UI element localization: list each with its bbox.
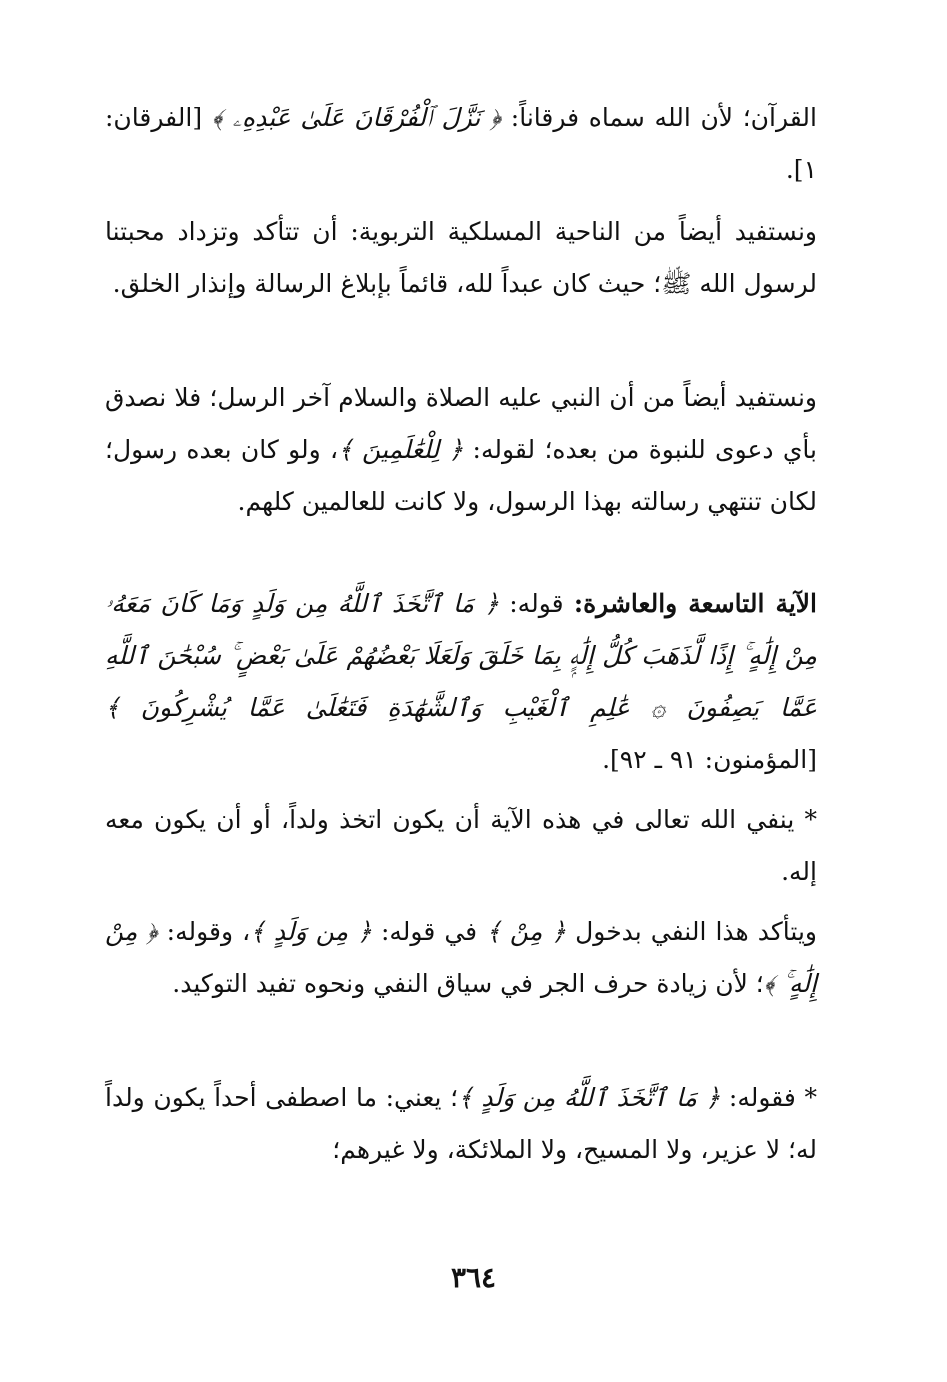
- paragraph-emphasis-min: [105, 906, 857, 1010]
- p7-text-after: ؛ يعني: ما اصطفى أحداً يكون ولداً له؛ لا عزير، ولا المسيح، ولا الملائكة، ولا غيرهم؛: [105, 1083, 817, 1164]
- p6-text-mid1: في قوله:: [371, 917, 487, 946]
- paragraph-no-son: [105, 1072, 857, 1176]
- p6-text-mid2: ، وقوله:: [157, 917, 251, 946]
- quran-verse-alamin: ﴿ لِلْعَٰلَمِينَ ﴾: [338, 435, 464, 464]
- quran-verse-furqan: ﴿ نَزَّلَ ٱلْفُرْقَانَ عَلَىٰ عَبْدِهِۦ ﴾: [211, 103, 502, 132]
- quran-phrase-ma-ittakhadha: ﴿ مَا ٱتَّخَذَ ٱللَّهُ مِن وَلَدٍ ﴾: [458, 1083, 721, 1112]
- p7-text-before: * فقوله:: [720, 1083, 818, 1112]
- p6-text-before: ويتأكد هذا النفي بدخول: [566, 917, 817, 946]
- paragraph-verses-91-92: [105, 578, 857, 786]
- paragraph-negation: [105, 794, 857, 898]
- quran-phrase-min-ilah: ﴿ مِنْ إِلَٰهٍ ۚ ﴾: [105, 917, 817, 998]
- quran-phrase-min-walad: ﴿ مِن وَلَدٍ ﴾: [250, 917, 372, 946]
- quran-word-min: ﴿ مِنْ ﴾: [486, 917, 567, 946]
- paragraph-love-of-prophet: [105, 206, 857, 310]
- p5-text: * ينفي الله تعالى في هذه الآية أن يكون اتخذ ولداً، أو أن يكون معه إله.: [105, 805, 817, 886]
- paragraph-furqan: [105, 92, 817, 196]
- p1-text-before: القرآن؛ لأن الله سماه فرقاناً:: [501, 103, 817, 132]
- p6-text-after: ؛ لأن زيادة حرف الجر في سياق النفي ونحوه تفيد التوكيد.: [172, 969, 764, 998]
- p3-text-after: ، ولو كان بعده رسول؛ لكان تنتهي رسالته بهذا الرسول، ولا كانت للعالمين كلهم.: [105, 435, 817, 516]
- paragraph-last-messenger: [105, 372, 857, 528]
- p4-citation: [المؤمنون: ٩١ ـ ٩٢].: [602, 745, 817, 774]
- p3-text-before: ونستفيد أيضاً من أن النبي عليه الصلاة والسلام آخر الرسل؛ فلا نصدق بأي دعوى للنبوة من بعده؛ لقوله:: [105, 383, 817, 464]
- p2-text: ونستفيد أيضاً من الناحية المسلكية التربوية: أن تتأكد وتزداد محبتنا لرسول الله ﷺ؛ حيث كان عبداً لله، قائماً بإبلاغ الرسالة وإنذار الخلق.: [105, 217, 817, 298]
- p1-citation: [الفرقان: ١].: [105, 103, 817, 184]
- quran-verse-muminun: ﴿ مَا ٱتَّخَذَ ٱللَّهُ مِن وَلَدٍ وَمَا كَانَ مَعَهُۥ مِنْ إِلَٰهٍ ۚ إِذًا لَّذَهَبَ كُلُّ إِلَٰهٍۭ بِمَا خَلَقَ وَلَعَلَا بَعْضُهُمْ عَلَىٰ بَعْضٍ ۚ سُبْحَٰنَ ٱللَّهِ عَمَّا يَصِفُونَ ۞ عَٰلِمِ ٱلْغَيْبِ وَٱلشَّهَٰدَةِ فَتَعَٰلَىٰ عَمَّا يُشْرِكُونَ ﴾: [105, 589, 817, 722]
- p4-lead: قوله:: [498, 589, 574, 618]
- page-number: ٣٦٤: [450, 1261, 497, 1294]
- verse-heading: الآية التاسعة والعاشرة:: [573, 589, 818, 618]
